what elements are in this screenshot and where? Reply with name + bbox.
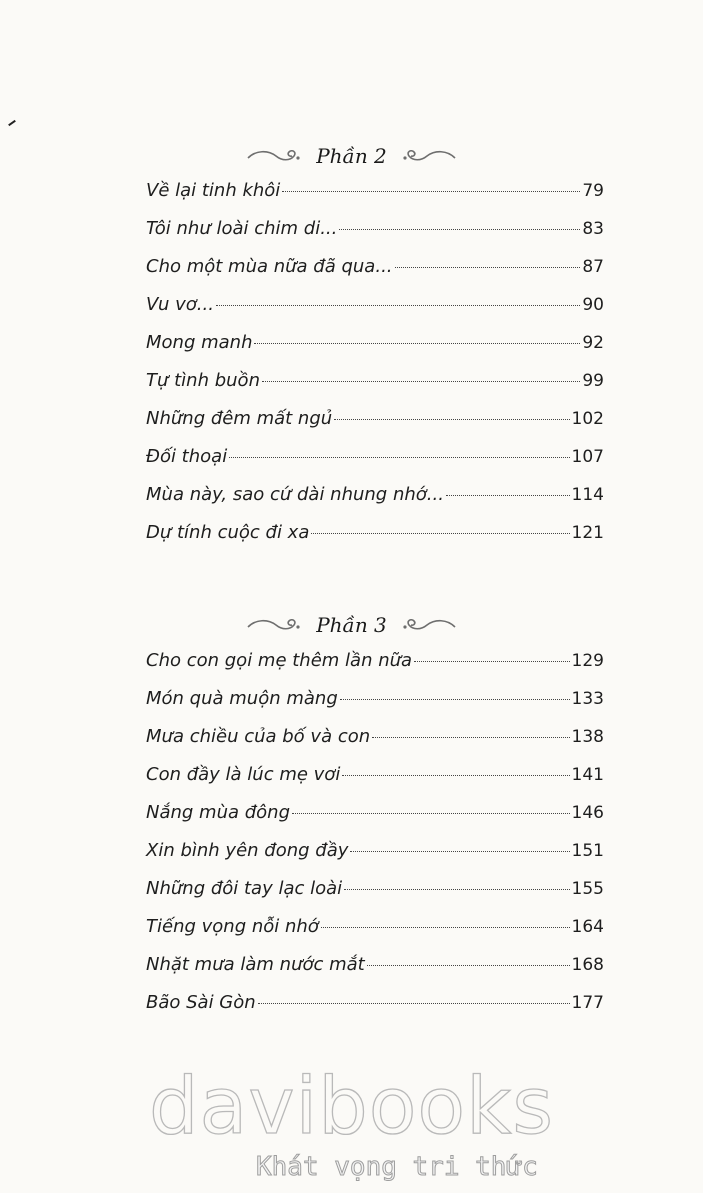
dot-leader [395, 267, 581, 268]
toc-entry[interactable] [146, 180, 604, 218]
toc-entry[interactable] [146, 522, 604, 560]
dot-leader [229, 457, 569, 458]
dot-leader [342, 775, 569, 776]
entry-page: 99 [582, 371, 604, 391]
entry-page: 155 [571, 879, 604, 899]
dot-leader [292, 813, 570, 814]
entry-title: Tự tình buồn [146, 370, 260, 391]
toc-entry[interactable] [146, 916, 604, 954]
toc-entry[interactable] [146, 650, 604, 688]
entry-page: 177 [571, 993, 604, 1013]
entry-title: Dự tính cuộc đi xa [146, 522, 310, 543]
section-heading-part-2 [0, 141, 703, 171]
entry-page: 87 [582, 257, 604, 277]
entry-title: Bão Sài Gòn [146, 992, 256, 1013]
entry-page: 168 [571, 955, 604, 975]
dot-leader [282, 191, 580, 192]
entry-title: Cho một mùa nữa đã qua... [146, 256, 393, 277]
dot-leader [372, 737, 569, 738]
toc-entry[interactable] [146, 294, 604, 332]
dot-leader [311, 533, 569, 534]
entry-page: 138 [571, 727, 604, 747]
toc-list-part-3 [146, 650, 604, 1030]
entry-page: 107 [571, 447, 604, 467]
dot-leader [334, 419, 569, 420]
watermark-brand: davibooks [149, 1062, 554, 1152]
entry-page: 102 [571, 409, 604, 429]
toc-entry[interactable] [146, 802, 604, 840]
toc-entry[interactable] [146, 370, 604, 408]
toc-entry[interactable] [146, 688, 604, 726]
entry-title: Những đôi tay lạc loài [146, 878, 343, 899]
entry-page: 83 [582, 219, 604, 239]
entry-page: 133 [571, 689, 604, 709]
entry-page: 164 [571, 917, 604, 937]
flourish-left-icon [246, 615, 304, 635]
section-heading-part-3 [0, 610, 703, 640]
toc-entry[interactable] [146, 764, 604, 802]
toc-entry[interactable] [146, 332, 604, 370]
toc-entry[interactable] [146, 954, 604, 992]
dot-leader [344, 889, 569, 890]
flourish-left-icon [246, 146, 304, 166]
entry-page: 90 [582, 295, 604, 315]
entry-title: Con đầy là lúc mẹ vơi [146, 764, 341, 785]
entry-page: 121 [571, 523, 604, 543]
entry-page: 141 [571, 765, 604, 785]
entry-page: 114 [571, 485, 604, 505]
toc-entry[interactable] [146, 992, 604, 1030]
section-title: Phần 2 [316, 144, 387, 168]
entry-title: Xin bình yên đong đầy [146, 840, 349, 861]
entry-title: Món quà muộn màng [146, 688, 338, 709]
toc-entry[interactable] [146, 878, 604, 916]
entry-title: Tôi như loài chim di... [146, 218, 338, 239]
toc-entry[interactable] [146, 256, 604, 294]
section-title: Phần 3 [316, 613, 387, 637]
entry-title: Mong manh [146, 332, 253, 353]
dot-leader [339, 229, 580, 230]
toc-entry[interactable] [146, 408, 604, 446]
entry-title: Tiếng vọng nỗi nhớ [146, 916, 319, 937]
toc-entry[interactable] [146, 484, 604, 522]
entry-title: Nắng mùa đông [146, 802, 291, 823]
watermark-tagline: Khát vọng tri thức [256, 1152, 538, 1182]
entry-title: Mùa này, sao cứ dài nhung nhớ... [146, 484, 444, 505]
entry-title: Mưa chiều của bố và con [146, 726, 371, 747]
toc-entry[interactable] [146, 218, 604, 256]
entry-title: Nhặt mưa làm nước mắt [146, 954, 365, 975]
dot-leader [258, 1003, 570, 1004]
dot-leader [350, 851, 569, 852]
dot-leader [340, 699, 570, 700]
flourish-right-icon [399, 615, 457, 635]
entry-page: 79 [582, 181, 604, 201]
entry-page: 129 [571, 651, 604, 671]
dot-leader [446, 495, 570, 496]
entry-page: 146 [571, 803, 604, 823]
dot-leader [254, 343, 580, 344]
entry-title: Cho con gọi mẹ thêm lần nữa [146, 650, 413, 671]
entry-title: Đối thoại [146, 446, 228, 467]
dot-leader [216, 305, 580, 306]
dot-leader [367, 965, 570, 966]
dot-leader [321, 927, 570, 928]
entry-page: 151 [571, 841, 604, 861]
dot-leader [262, 381, 580, 382]
toc-entry[interactable] [146, 840, 604, 878]
entry-page: 92 [582, 333, 604, 353]
entry-title: Vu vơ... [146, 294, 214, 315]
flourish-right-icon [399, 146, 457, 166]
dot-leader [414, 661, 570, 662]
stray-pen-mark [8, 120, 16, 126]
entry-title: Những đêm mất ngủ [146, 408, 333, 429]
toc-entry[interactable] [146, 446, 604, 484]
entry-title: Về lại tinh khôi [146, 180, 281, 201]
toc-entry[interactable] [146, 726, 604, 764]
toc-list-part-2 [146, 180, 604, 560]
